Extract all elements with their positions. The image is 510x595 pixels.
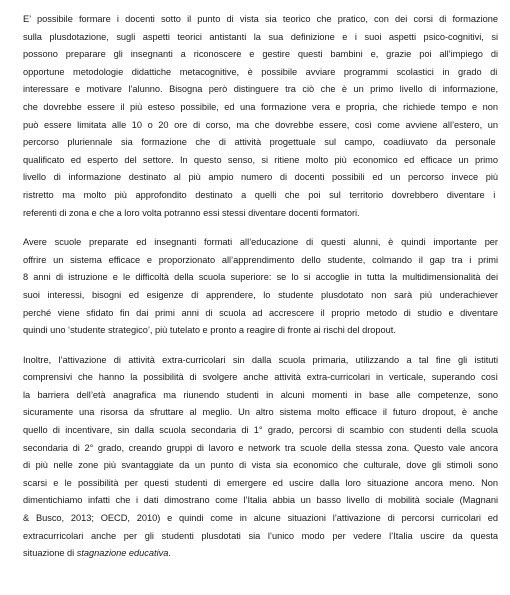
paragraph-line: la barriera dell’età anagrafica ma riunendo studenti in alcuni momenti in base alle competenze, sono xyxy=(23,389,498,400)
paragraph-1 xyxy=(23,11,498,222)
paragraph-2 xyxy=(23,234,498,340)
paragraph-line: livello di informazione destinato al più ampio numero di docenti possibili ed un percorso invece più xyxy=(23,172,498,183)
paragraph-line: scarsi e le possibilità per questi studenti di emergere ed uscire dalla loro situazione ancora meno. Non xyxy=(23,477,498,488)
paragraph-line: che dovrebbe essere il più esteso possibile, ed una formazione vera e propria, che richiede tempo e non xyxy=(23,101,498,112)
paragraph-line: E’ possibile formare i docenti sotto il punto di vista sia teorico che pratico, con dei corsi di formazione xyxy=(23,14,498,24)
paragraph-line: Inoltre, l’attivazione di attività extra-curricolari sin dalla scuola primaria, utilizzando a tal fine gli istituti xyxy=(23,354,498,365)
paragraph-3 xyxy=(23,352,498,563)
paragraph-line: percorso pluriennale sia formazione che di attività progettuale sul campo, coadiuvato da personale xyxy=(23,137,496,148)
last-line-prefix: situazione di xyxy=(23,548,77,559)
paragraph-line: può essere limitata alle 10 o 20 ore di corso, ma che dovrebbe essere, così come avviene all’estero, un xyxy=(23,119,498,130)
paragraph-line: dimentichiamo infatti che i dati dimostrano come l’Italia abbia un basso livello di mobilità sociale (Magnani xyxy=(23,495,498,506)
paragraph-last-line xyxy=(23,545,498,563)
paragraph-line: quello di incentivare, sin dalla scuola secondaria di 1° grado, percorsi di scambio con studenti della scuola xyxy=(23,425,498,436)
paragraph-line: sicuramente una risorsa da sfruttare al meglio. Un altro sistema molto efficace il futuro dropout, è anche xyxy=(23,407,498,418)
paragraph-line: sulla plusdotazione, sugli aspetti teorici antistanti la sua definizione e i suoi aspetti psico-cognitivi, si xyxy=(23,31,498,42)
paragraph-line: & Busco, 2013; OECD, 2010) e quindi come in alcune situazioni l’attivazione di percorsi curricolari ed xyxy=(23,513,498,524)
paragraph-line: perché viene sfidato fin dai primi anni di scuola ad accrescere il proprio metodo di studio e diventare xyxy=(23,307,498,318)
paragraph-line: interessare e motivare l’alunno. Bisogna però distinguere tra ciò che è un primo livello di informazione, xyxy=(23,84,498,95)
paragraph-line: 8 anni di istruzione e le difficoltà della scuola superiore: se lo si accoglie in tutta la multidimensionalità dei xyxy=(23,272,498,283)
paragraph-line: di più nelle zone più svantaggiate da un punto di vista sia economico che culturale, dove gli stimoli sono xyxy=(23,460,498,471)
paragraph-line: extracurricolari anche per gli studenti plusdotati sia l’unico modo per vedere l’Italia uscire da questa xyxy=(23,530,498,541)
paragraph-line: Avere scuole preparate ed insegnanti formati all’educazione di questi alunni, è quindi importante per xyxy=(23,237,498,248)
paragraph-line: secondaria di 2° grado, creando gruppi di lavoro e network tra scuole della stessa zona. Questo vale ancora xyxy=(23,442,498,453)
italic-term: stagnazione educativa xyxy=(76,548,169,559)
last-line-suffix: . xyxy=(168,548,171,559)
paragraph-line: ristretto ma molto più approfondito destinato a quelli che poi sul territorio dovrebbero diventare i xyxy=(23,189,496,200)
paragraph-line: comprensivi che hanno la possibilità di svolgere anche attività extra-curricolari in verticale, superando così xyxy=(23,372,498,383)
paragraph-line: referenti di zona e che a loro volta potranno essi stessi diventare docenti formatori. xyxy=(23,207,360,218)
paragraph-line: quindi uno ‘studente strategico’, più tutelato e pronto a reagire di fronte ai rischi del dropout. xyxy=(23,325,396,336)
paragraph-line: possono preparare gli insegnanti a riconoscere e gestire questi bambini e, grazie poi all’impiego di xyxy=(23,49,498,60)
paragraph-line: suoi interessi, bisogni ed esigenze di apprendere, lo studente plusdotato non sarà più underachiever xyxy=(23,289,498,300)
paragraph-line: offrire un sistema efficace e proporzionato all’apprendimento dello studente, colmando il gap tra i primi xyxy=(23,254,498,265)
paragraph-line: qualificato ed esperto del settore. In questo senso, si ritiene molto più economico ed efficace un primo xyxy=(23,154,498,165)
paragraph-line: opportune metodologie didattiche metacognitive, è possibile avviare programmi scolastici in grado di xyxy=(23,66,498,77)
